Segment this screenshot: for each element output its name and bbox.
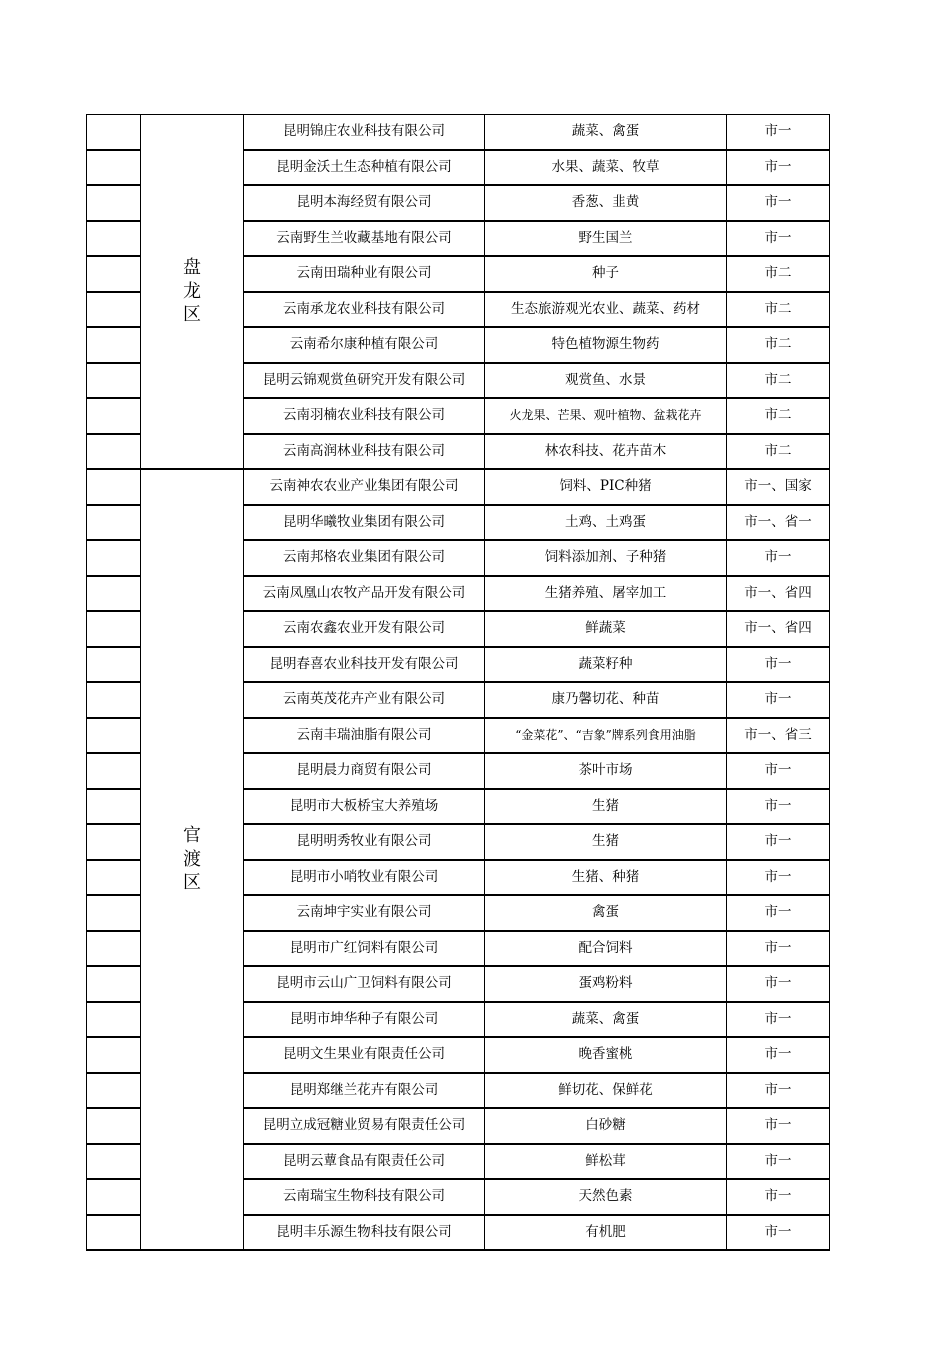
company-cell: 昆明市大板桥宝大养殖场 bbox=[244, 789, 485, 825]
index-cell bbox=[87, 327, 141, 363]
level-cell: 市一 bbox=[727, 150, 830, 186]
product-cell: 生猪 bbox=[485, 824, 727, 860]
index-cell bbox=[87, 789, 141, 825]
product-cell: 鲜蔬菜 bbox=[485, 611, 727, 647]
company-cell: 云南瑞宝生物科技有限公司 bbox=[244, 1179, 485, 1215]
level-cell: 市一 bbox=[727, 1037, 830, 1073]
product-cell: “金菜花”、“吉象”牌系列食用油脂 bbox=[485, 718, 727, 754]
product-cell: 土鸡、土鸡蛋 bbox=[485, 505, 727, 541]
level-cell: 市一 bbox=[727, 115, 830, 150]
company-cell: 昆明云锦观赏鱼研究开发有限公司 bbox=[244, 363, 485, 399]
index-cell bbox=[87, 1179, 141, 1215]
company-cell: 昆明市广红饲料有限公司 bbox=[244, 931, 485, 967]
enterprise-table-sheet bbox=[86, 114, 829, 1251]
index-cell bbox=[87, 1037, 141, 1073]
index-cell bbox=[87, 576, 141, 612]
company-cell: 昆明市小哨牧业有限公司 bbox=[244, 860, 485, 896]
index-cell bbox=[87, 682, 141, 718]
product-cell: 配合饲料 bbox=[485, 931, 727, 967]
level-cell: 市一 bbox=[727, 540, 830, 576]
index-cell bbox=[87, 363, 141, 399]
index-cell bbox=[87, 185, 141, 221]
level-cell: 市二 bbox=[727, 363, 830, 399]
product-cell: 种子 bbox=[485, 256, 727, 292]
level-cell: 市一 bbox=[727, 1179, 830, 1215]
index-cell bbox=[87, 256, 141, 292]
level-cell: 市一 bbox=[727, 895, 830, 931]
product-cell: 饲料、PIC种猪 bbox=[485, 469, 727, 505]
company-cell: 昆明文生果业有限责任公司 bbox=[244, 1037, 485, 1073]
index-cell bbox=[87, 647, 141, 683]
level-cell: 市一、省一 bbox=[727, 505, 830, 541]
index-cell bbox=[87, 1215, 141, 1251]
product-cell: 火龙果、芒果、观叶植物、盆栽花卉 bbox=[485, 398, 727, 434]
company-cell: 昆明明秀牧业有限公司 bbox=[244, 824, 485, 860]
level-cell: 市一、省四 bbox=[727, 611, 830, 647]
level-cell: 市一、国家 bbox=[727, 469, 830, 505]
index-cell bbox=[87, 753, 141, 789]
product-cell: 蔬菜、禽蛋 bbox=[485, 115, 727, 150]
company-cell: 昆明本海经贸有限公司 bbox=[244, 185, 485, 221]
level-cell: 市一 bbox=[727, 1144, 830, 1180]
company-cell: 昆明市云山广卫饲料有限公司 bbox=[244, 966, 485, 1002]
company-cell: 昆明春喜农业科技开发有限公司 bbox=[244, 647, 485, 683]
level-cell: 市一 bbox=[727, 824, 830, 860]
product-cell: 野生国兰 bbox=[485, 221, 727, 257]
company-cell: 昆明郑继兰花卉有限公司 bbox=[244, 1073, 485, 1109]
level-cell: 市一 bbox=[727, 1108, 830, 1144]
company-cell: 昆明晨力商贸有限公司 bbox=[244, 753, 485, 789]
product-cell: 禽蛋 bbox=[485, 895, 727, 931]
product-cell: 鲜松茸 bbox=[485, 1144, 727, 1180]
level-cell: 市一 bbox=[727, 931, 830, 967]
level-cell: 市一、省四 bbox=[727, 576, 830, 612]
level-cell: 市一 bbox=[727, 185, 830, 221]
level-cell: 市二 bbox=[727, 292, 830, 328]
level-cell: 市一 bbox=[727, 753, 830, 789]
index-cell bbox=[87, 540, 141, 576]
product-cell: 康乃馨切花、种苗 bbox=[485, 682, 727, 718]
company-cell: 昆明丰乐源生物科技有限公司 bbox=[244, 1215, 485, 1251]
product-cell: 茶叶市场 bbox=[485, 753, 727, 789]
index-cell bbox=[87, 221, 141, 257]
company-cell: 云南英茂花卉产业有限公司 bbox=[244, 682, 485, 718]
district-label: 盘龙区 bbox=[183, 257, 201, 326]
product-cell: 生猪养殖、屠宰加工 bbox=[485, 576, 727, 612]
company-cell: 云南坤宇实业有限公司 bbox=[244, 895, 485, 931]
company-cell: 云南野生兰收藏基地有限公司 bbox=[244, 221, 485, 257]
company-cell: 云南凤凰山农牧产品开发有限公司 bbox=[244, 576, 485, 612]
index-cell bbox=[87, 611, 141, 647]
enterprise-table bbox=[86, 114, 830, 1251]
product-cell: 鲜切花、保鲜花 bbox=[485, 1073, 727, 1109]
company-cell: 云南田瑞种业有限公司 bbox=[244, 256, 485, 292]
level-cell: 市一 bbox=[727, 1002, 830, 1038]
level-cell: 市一 bbox=[727, 789, 830, 825]
index-cell bbox=[87, 150, 141, 186]
index-cell bbox=[87, 1144, 141, 1180]
product-cell: 蔬菜籽种 bbox=[485, 647, 727, 683]
level-cell: 市一 bbox=[727, 647, 830, 683]
product-cell: 生态旅游观光农业、蔬菜、药材 bbox=[485, 292, 727, 328]
district-label: 官渡区 bbox=[183, 825, 201, 894]
index-cell bbox=[87, 1073, 141, 1109]
index-cell bbox=[87, 1108, 141, 1144]
level-cell: 市一 bbox=[727, 682, 830, 718]
company-cell: 昆明市坤华种子有限公司 bbox=[244, 1002, 485, 1038]
index-cell bbox=[87, 966, 141, 1002]
district-cell bbox=[141, 115, 244, 470]
company-cell: 云南农鑫农业开发有限公司 bbox=[244, 611, 485, 647]
level-cell: 市一 bbox=[727, 1073, 830, 1109]
company-cell: 云南承龙农业科技有限公司 bbox=[244, 292, 485, 328]
company-cell: 云南希尔康种植有限公司 bbox=[244, 327, 485, 363]
index-cell bbox=[87, 718, 141, 754]
table-row bbox=[87, 115, 830, 150]
index-cell bbox=[87, 292, 141, 328]
company-cell: 昆明云蕈食品有限责任公司 bbox=[244, 1144, 485, 1180]
company-cell: 云南羽楠农业科技有限公司 bbox=[244, 398, 485, 434]
level-cell: 市一 bbox=[727, 860, 830, 896]
product-cell: 特色植物源生物药 bbox=[485, 327, 727, 363]
level-cell: 市二 bbox=[727, 327, 830, 363]
index-cell bbox=[87, 115, 141, 150]
level-cell: 市一、省三 bbox=[727, 718, 830, 754]
level-cell: 市一 bbox=[727, 1215, 830, 1251]
product-cell: 香葱、韭黄 bbox=[485, 185, 727, 221]
enterprise-table-body bbox=[87, 115, 830, 1251]
product-cell: 生猪 bbox=[485, 789, 727, 825]
product-cell: 有机肥 bbox=[485, 1215, 727, 1251]
product-cell: 饲料添加剂、子种猪 bbox=[485, 540, 727, 576]
table-row bbox=[87, 469, 830, 505]
product-cell: 林农科技、花卉苗木 bbox=[485, 434, 727, 470]
level-cell: 市二 bbox=[727, 434, 830, 470]
company-cell: 云南邦格农业集团有限公司 bbox=[244, 540, 485, 576]
index-cell bbox=[87, 824, 141, 860]
index-cell bbox=[87, 895, 141, 931]
index-cell bbox=[87, 398, 141, 434]
product-cell: 天然色素 bbox=[485, 1179, 727, 1215]
company-cell: 昆明华曦牧业集团有限公司 bbox=[244, 505, 485, 541]
company-cell: 昆明锦庄农业科技有限公司 bbox=[244, 115, 485, 150]
product-cell: 水果、蔬菜、牧草 bbox=[485, 150, 727, 186]
company-cell: 云南高润林业科技有限公司 bbox=[244, 434, 485, 470]
level-cell: 市二 bbox=[727, 256, 830, 292]
company-cell: 云南神农农业产业集团有限公司 bbox=[244, 469, 485, 505]
district-cell bbox=[141, 469, 244, 1250]
product-cell: 蛋鸡粉料 bbox=[485, 966, 727, 1002]
index-cell bbox=[87, 434, 141, 470]
index-cell bbox=[87, 860, 141, 896]
product-cell: 白砂糖 bbox=[485, 1108, 727, 1144]
index-cell bbox=[87, 1002, 141, 1038]
index-cell bbox=[87, 931, 141, 967]
product-cell: 生猪、种猪 bbox=[485, 860, 727, 896]
company-cell: 昆明立成冠糖业贸易有限责任公司 bbox=[244, 1108, 485, 1144]
company-cell: 云南丰瑞油脂有限公司 bbox=[244, 718, 485, 754]
level-cell: 市一 bbox=[727, 221, 830, 257]
product-cell: 晚香蜜桃 bbox=[485, 1037, 727, 1073]
product-cell: 蔬菜、禽蛋 bbox=[485, 1002, 727, 1038]
level-cell: 市一 bbox=[727, 966, 830, 1002]
product-cell: 观赏鱼、水景 bbox=[485, 363, 727, 399]
level-cell: 市二 bbox=[727, 398, 830, 434]
index-cell bbox=[87, 469, 141, 505]
index-cell bbox=[87, 505, 141, 541]
company-cell: 昆明金沃土生态种植有限公司 bbox=[244, 150, 485, 186]
